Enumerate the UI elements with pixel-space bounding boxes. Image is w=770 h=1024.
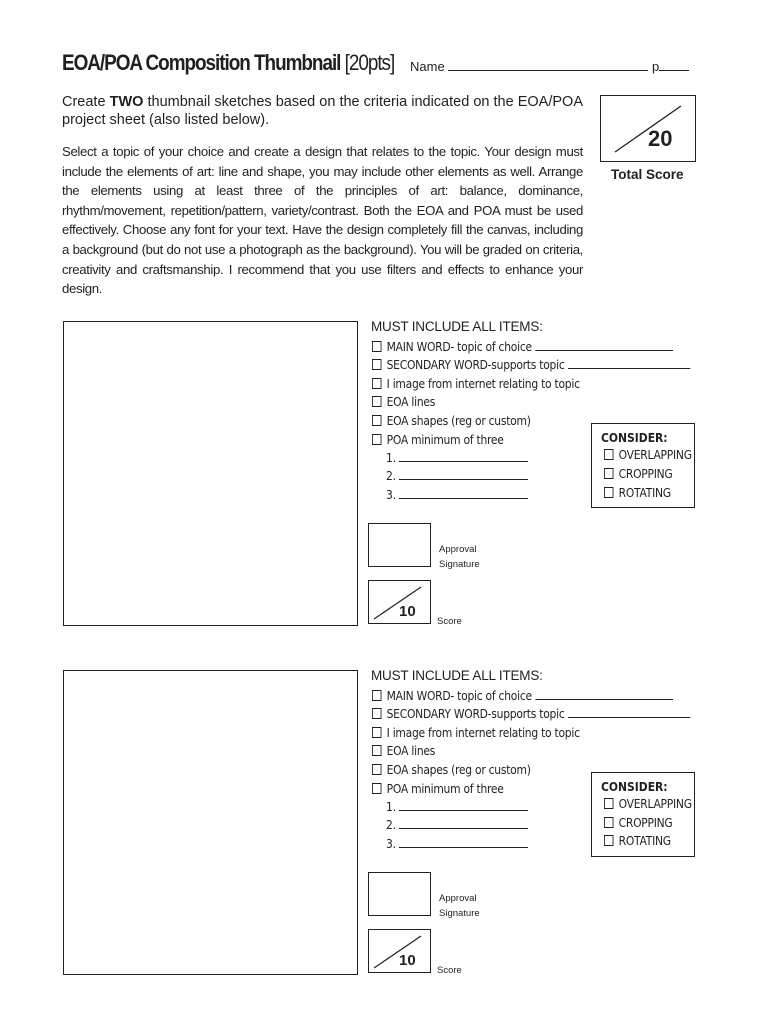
intro-prefix: Create	[62, 94, 106, 110]
period-label: p	[651, 59, 660, 74]
score-value: 10	[399, 603, 416, 620]
signature-label: Signature	[439, 559, 480, 570]
score-label: Score	[437, 965, 462, 976]
points-text: [20pts]	[344, 50, 395, 75]
checklist-item[interactable]: MAIN WORD- topic of choice	[372, 688, 673, 703]
checklist-item[interactable]: SECONDARY WORD-supports topic	[372, 706, 690, 721]
consider-box-2	[591, 772, 695, 857]
total-score-box[interactable]	[600, 95, 696, 162]
checklist-item[interactable]: I image from internet relating to topic	[372, 376, 580, 391]
checklist-item[interactable]: I image from internet relating to topic	[372, 725, 580, 740]
checkbox[interactable]	[372, 783, 381, 794]
name-field[interactable]	[448, 59, 648, 71]
consider-item[interactable]: CROPPING	[604, 815, 673, 830]
instructions-paragraph: Select a topic of your choice and create a design that relates to the topic. Your design must include the elements of art: line and shape, you may include other elements as well. Arrange the elements using at least three of the principles of art: balance, dominance, rhythm/movement, repetition/pattern, variety/contrast. Both the EOA and POA must be used effectively. Choose any font for your text. Have the design completely fill the canvas, including a background (but do not use a photograph as the background). You will be graded on criteria, creativity and craftsmanship. I recommend that you use filters and effects to enhance your design.	[62, 144, 583, 297]
checkbox[interactable]	[604, 449, 613, 460]
consider-heading: CONSIDER:	[601, 779, 668, 794]
checkbox[interactable]	[604, 817, 613, 828]
checklist-item[interactable]: EOA shapes (reg or custom)	[372, 762, 531, 777]
thumbnail-canvas-1[interactable]	[63, 321, 358, 626]
name-label: Name	[410, 59, 445, 74]
checkbox[interactable]	[372, 764, 381, 775]
must-include-heading-2: MUST INCLUDE ALL ITEMS:	[371, 668, 543, 683]
intro-emphasis: TWO	[109, 94, 144, 110]
approval-label: Approval	[439, 544, 477, 555]
checkbox[interactable]	[604, 835, 613, 846]
checkbox[interactable]	[372, 745, 381, 756]
must-include-heading-1: MUST INCLUDE ALL ITEMS:	[371, 319, 543, 334]
checkbox[interactable]	[372, 378, 381, 389]
total-score-label: Total Score	[611, 167, 684, 182]
score-box-1[interactable]	[368, 580, 431, 624]
poa-line-2[interactable]: 2.	[386, 468, 528, 483]
checklist-item[interactable]: EOA shapes (reg or custom)	[372, 413, 531, 428]
consider-box-1	[591, 423, 695, 508]
checkbox[interactable]	[604, 468, 613, 479]
checkbox[interactable]	[372, 727, 381, 738]
intro-text	[62, 93, 583, 129]
period-field[interactable]	[659, 59, 689, 71]
poa-line-3[interactable]: 3.	[386, 836, 528, 851]
checklist-item[interactable]: POA minimum of three	[372, 781, 504, 796]
checklist-item[interactable]: POA minimum of three	[372, 432, 504, 447]
consider-item[interactable]: OVERLAPPING	[604, 447, 692, 462]
signature-label: Signature	[439, 908, 480, 919]
approval-box-1[interactable]	[368, 523, 431, 567]
consider-heading: CONSIDER:	[601, 430, 668, 445]
title-text: EOA/POA Composition Thumbnail	[62, 50, 341, 75]
checklist-item[interactable]: SECONDARY WORD-supports topic	[372, 357, 690, 372]
checklist-item[interactable]: EOA lines	[372, 743, 435, 758]
checkbox[interactable]	[604, 487, 613, 498]
thumbnail-canvas-2[interactable]	[63, 670, 358, 975]
checklist-item[interactable]: EOA lines	[372, 394, 435, 409]
poa-line-1[interactable]: 1.	[386, 799, 528, 814]
checkbox[interactable]	[372, 415, 381, 426]
consider-item[interactable]: ROTATING	[604, 485, 671, 500]
poa-line-3[interactable]: 3.	[386, 487, 528, 502]
approval-label: Approval	[439, 893, 477, 904]
checkbox[interactable]	[372, 396, 381, 407]
checkbox[interactable]	[372, 708, 381, 719]
consider-item[interactable]: ROTATING	[604, 833, 671, 848]
consider-item[interactable]: CROPPING	[604, 466, 673, 481]
checkbox[interactable]	[372, 359, 381, 370]
poa-line-2[interactable]: 2.	[386, 817, 528, 832]
approval-box-2[interactable]	[368, 872, 431, 916]
checkbox[interactable]	[372, 341, 381, 352]
checkbox[interactable]	[604, 798, 613, 809]
poa-line-1[interactable]: 1.	[386, 450, 528, 465]
score-box-2[interactable]	[368, 929, 431, 973]
checklist-item[interactable]: MAIN WORD- topic of choice	[372, 339, 673, 354]
score-value: 10	[399, 952, 416, 969]
name-period-line	[410, 59, 689, 74]
consider-item[interactable]: OVERLAPPING	[604, 796, 692, 811]
page-title	[62, 50, 394, 76]
total-score-value: 20	[648, 126, 673, 151]
checkbox[interactable]	[372, 690, 381, 701]
score-label: Score	[437, 616, 462, 627]
checkbox[interactable]	[372, 434, 381, 445]
intro-suffix: thumbnail sketches based on the criteria indicated on the EOA/POA project sheet (also listed below).	[62, 94, 584, 128]
